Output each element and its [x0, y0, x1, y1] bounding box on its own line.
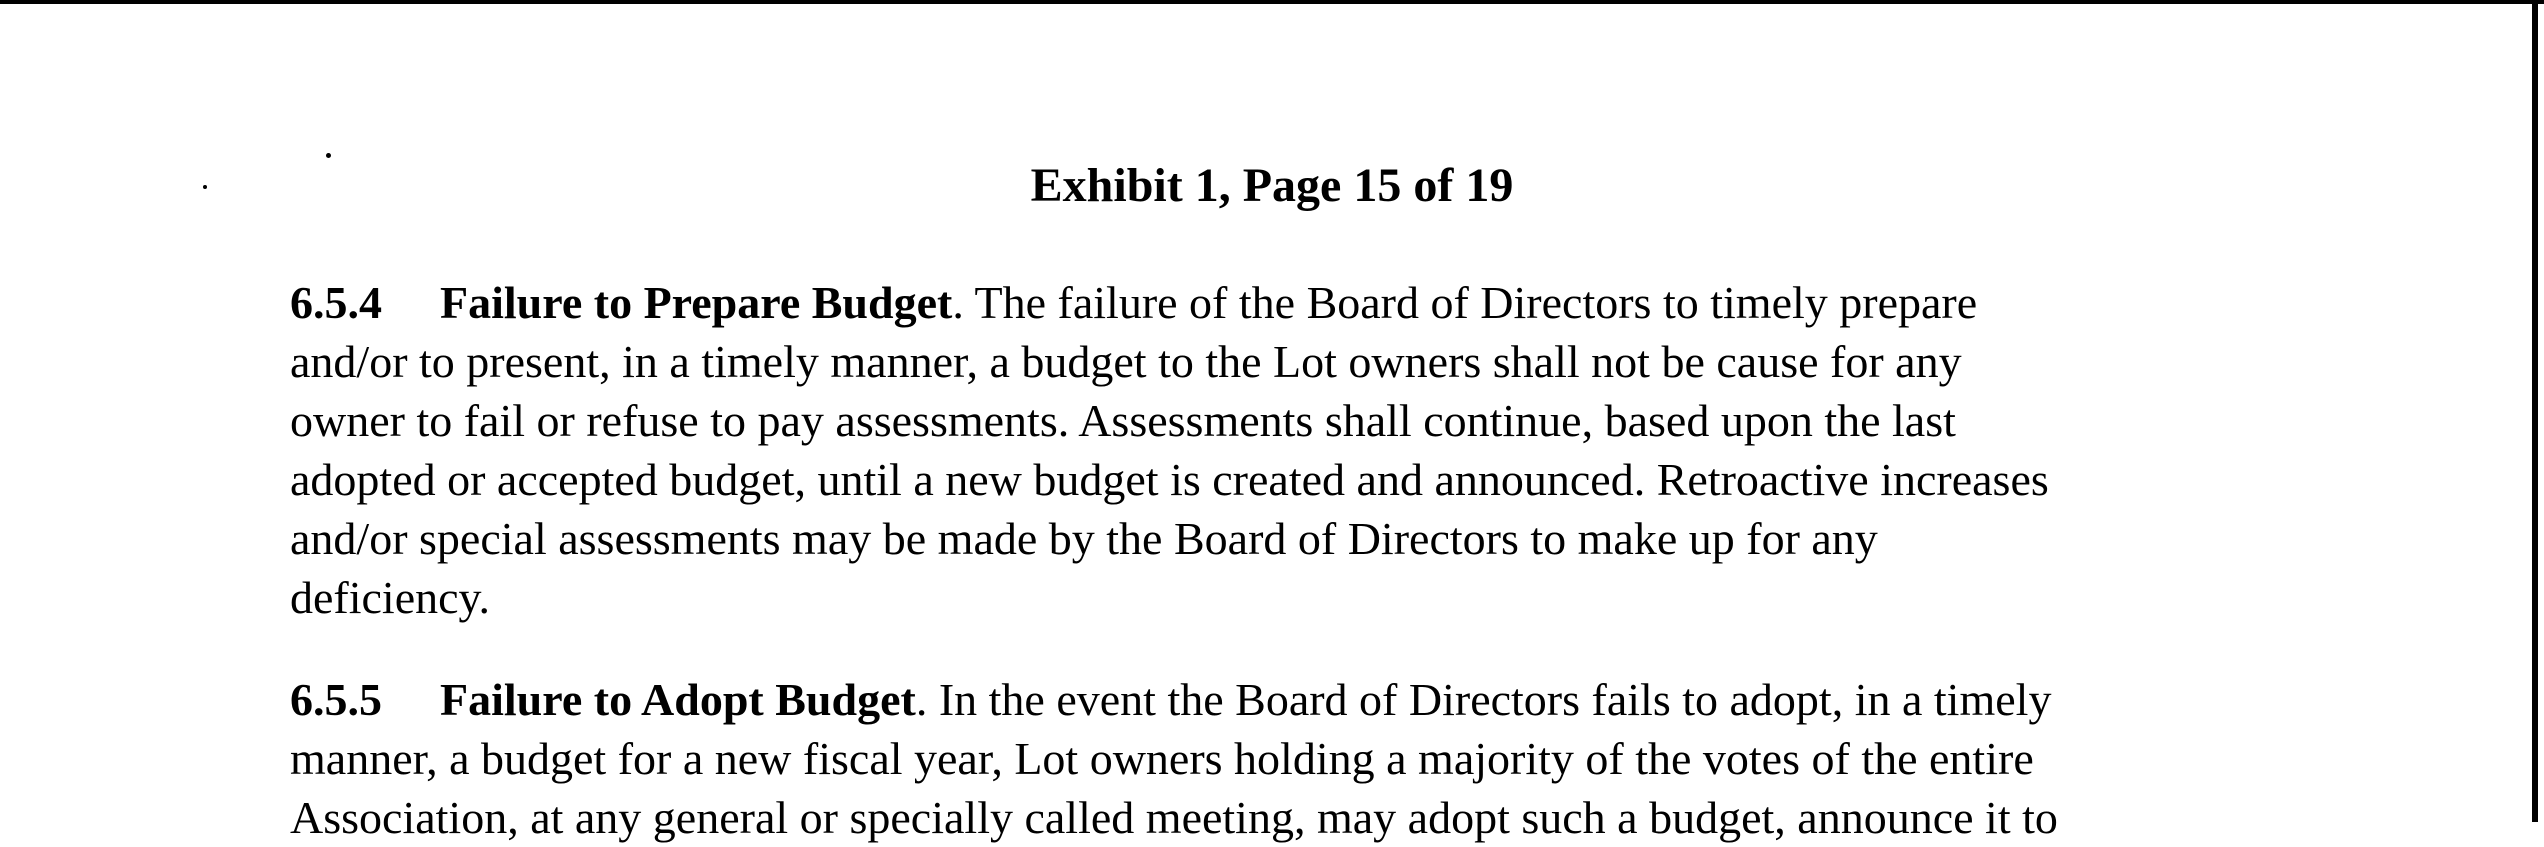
page-top-border [0, 0, 2544, 4]
page-header: Exhibit 1, Page 15 of 19 [1030, 159, 1514, 212]
section-text-line: adopted or accepted budget, until a new budget is created and announced. Retroactive increases [290, 454, 2049, 505]
section-text-line: . In the event the Board of Directors fails to adopt, in a timely [915, 674, 2052, 725]
section-text-line: owner to fail or refuse to pay assessments. Assessments shall continue, based upon the last [290, 395, 1956, 446]
section-6-5-5 [290, 670, 2530, 847]
section-text-line: . The failure of the Board of Directors to timely prepare [952, 277, 1978, 328]
page-right-border [2532, 0, 2538, 822]
section-first-line [290, 273, 2530, 332]
section-6-5-4 [290, 273, 2530, 627]
section-text-line: Association, at any general or specially called meeting, may adopt such a budget, announce it to [290, 792, 2058, 843]
section-text-line: deficiency. [290, 572, 491, 623]
section-number: 6.5.4 [290, 277, 382, 328]
section-text-line: manner, a budget for a new fiscal year, Lot owners holding a majority of the votes of the entire [290, 733, 2034, 784]
section-text-line: and/or to present, in a timely manner, a budget to the Lot owners shall not be cause for any [290, 336, 1962, 387]
section-text-line: and/or special assessments may be made by the Board of Directors to make up for any [290, 513, 1878, 564]
section-title: Failure to Adopt Budget [440, 674, 916, 725]
section-first-line [290, 670, 2530, 729]
section-number: 6.5.5 [290, 674, 382, 725]
section-title: Failure to Prepare Budget [440, 277, 953, 328]
